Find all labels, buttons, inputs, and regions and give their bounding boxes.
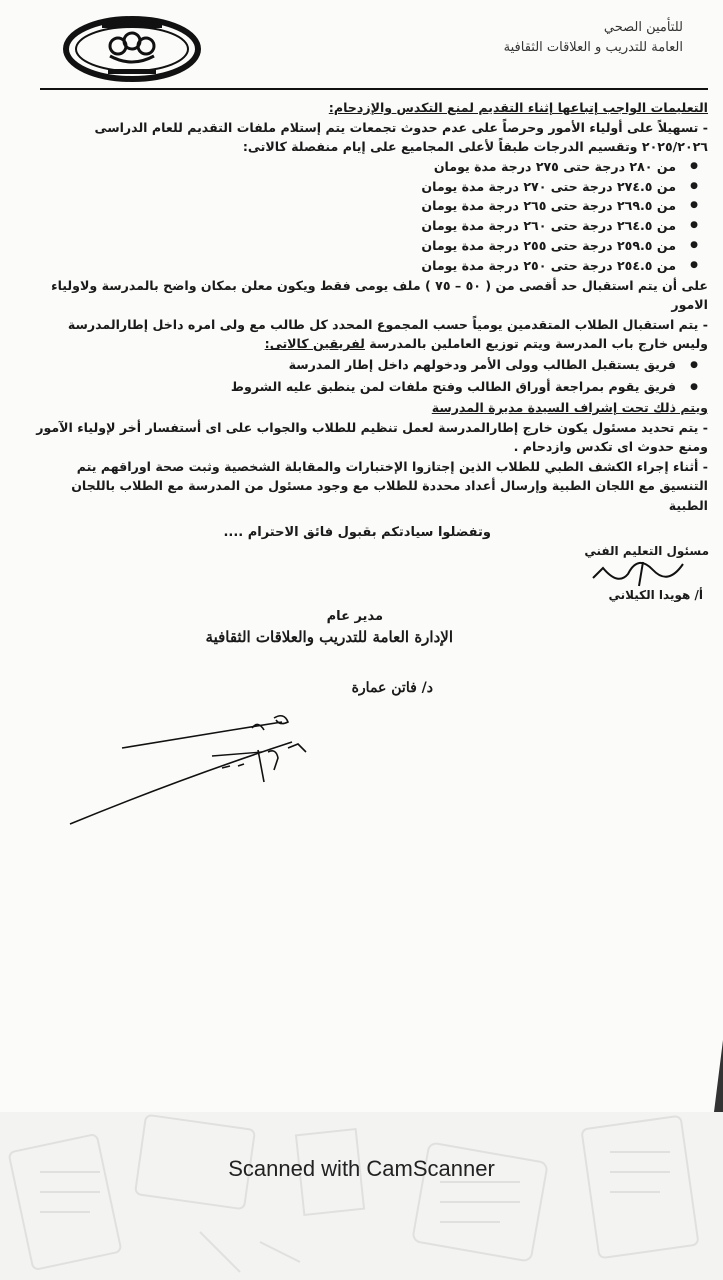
scanner-footer <box>0 1112 723 1280</box>
org-name-line1: للتأمين الصحي <box>603 20 683 35</box>
list-item: ● من ٢٥٩.٥ درجة حتى ٢٥٥ درجة مدة يومان <box>34 236 676 256</box>
footer-pattern <box>0 1112 723 1280</box>
organization-logo <box>62 14 202 84</box>
supervision-note: ويتم ذلك تحت إشراف السيدة مديرة المدرسة <box>431 399 708 415</box>
general-manager-name: د/ فاتن عمارة <box>351 680 433 696</box>
paragraph-reception <box>34 315 708 354</box>
list-item: ● من ٢٧٤.٥ درجة حتى ٢٧٠ درجة مدة يومان <box>34 177 676 197</box>
scanner-watermark-text: Scanned with CamScanner <box>228 1156 495 1181</box>
paragraph-medical: - أثناء إجراء الكشف الطبي للطلاب الذين إجتازوا الإختبارات والمقابلة الشخصية وثبت صحة اوراقهم يتم التنسيق مع اللجان الطبية وإرسال أعداد محددة للطلاب مع وجود مسئول من المدرسة مع الطلاب باللجان الطبية <box>71 458 708 513</box>
technical-officer-name: أ/ هويدا الكيلاني <box>608 588 703 602</box>
list-item: ● فريق يقوم بمراجعة أوراق الطالب وفتح ملفات لمن ينطبق عليه الشروط <box>34 376 676 398</box>
instructions-title: التعليمات الواجب إتباعها إثناء التقديم لمنع التكدس والإزدحام: <box>328 100 708 115</box>
list-item: ● من ٢٥٤.٥ درجة حتى ٢٥٠ درجة مدة يومان <box>34 256 676 276</box>
page-edge-shadow <box>705 1040 723 1112</box>
technical-officer-signature <box>573 556 693 592</box>
general-manager-signature <box>62 708 342 828</box>
grade-ranges-list <box>34 157 708 276</box>
list-item: ● من ٢٦٤.٥ درجة حتى ٢٦٠ درجة مدة يومان <box>34 216 676 236</box>
list-item: ● من ٢٨٠ درجة حتى ٢٧٥ درجة مدة يومان <box>34 157 676 177</box>
general-manager-org: الإدارة العامة للتدريب والعلاقات الثقافية <box>205 628 453 646</box>
technical-officer-title: مسئول التعليم الفني <box>584 544 709 558</box>
closing-line: وتفضلوا سيادتكم بقبول فائق الاحترام .... <box>223 525 491 540</box>
org-name-line2: العامة للتدريب و العلاقات الثقافية <box>503 40 683 55</box>
list-item: ● من ٢٦٩.٥ درجة حتى ٢٦٥ درجة مدة يومان <box>34 196 676 216</box>
teams-list <box>34 354 708 398</box>
header-divider <box>40 88 708 90</box>
paragraph-schedule: - تسهيلاً على أولياء الأمور وحرصاً على عدم حدوث تجمعات يتم إستلام ملفات التقديم للعام الدراسى ٢٠٢٥/٢٠٢٦ وتقسيم الدرجات طبقاً لأعلى المجاميع على إيام منفصلة كالاتى: <box>94 119 708 155</box>
teams-intro: لفريقين كالاتى: <box>264 336 365 352</box>
reception-text: - يتم استقبال الطلاب المتقدمين يومياً حسب المجموع المحدد كل طالب مع ولى امره داخل إطارالمدرسة وليس خارج باب المدرسة ويتم توزيع العاملين بالمدرسة <box>67 316 708 352</box>
general-manager-title: مدير عام <box>326 609 383 624</box>
list-item: ● فريق يستقبل الطالب وولى الأمر ودخولهم داخل إطار المدرسة <box>34 354 676 376</box>
document-body <box>34 98 708 516</box>
paragraph-daily-limit: على أن يتم استقبال حد أقصى من ( ٥٠ – ٧٥ ) ملف يومى فقط ويكون معلن بمكان واضح بالمدرسة ولاولياء الامور <box>51 277 708 313</box>
paragraph-organizer: - يتم تحديد مسئول يكون خارج إطارالمدرسة لعمل تنظيم للطلاب والجواب على اى أستفسار أخر لإولياء الآمور ومنع حدوث اى تكدس وازدحام . <box>36 419 708 455</box>
